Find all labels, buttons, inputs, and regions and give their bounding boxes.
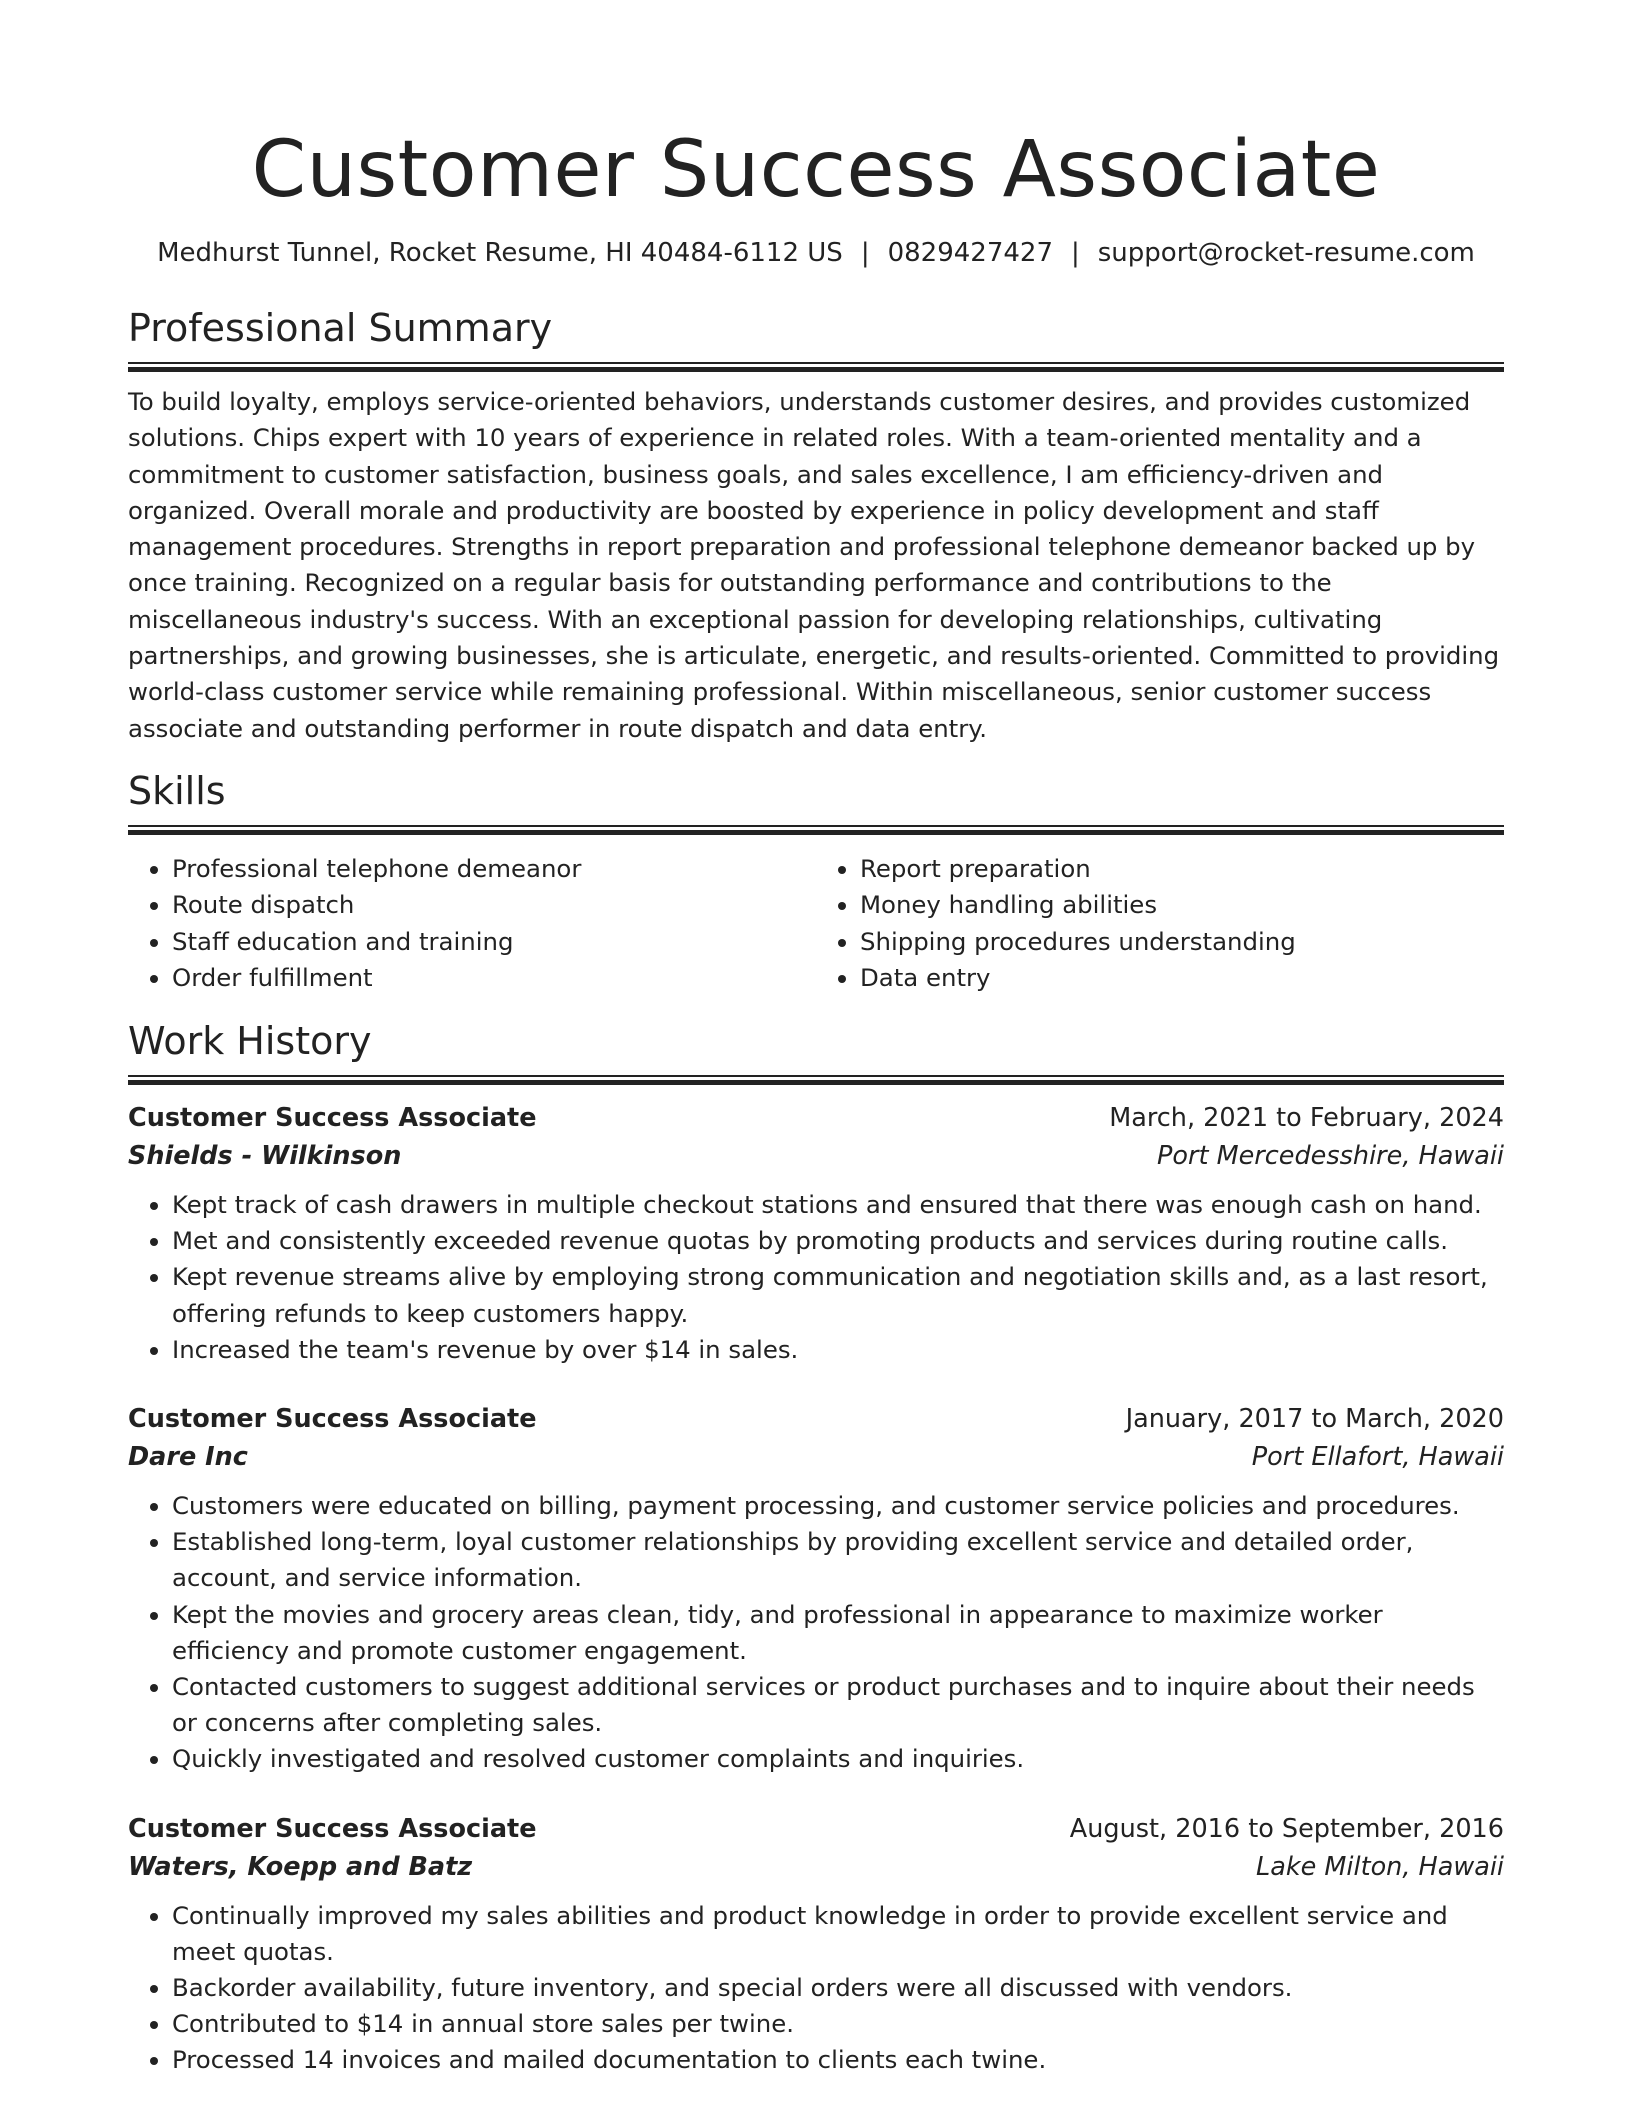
job-header xyxy=(128,1400,1504,1438)
job-dates: January, 2017 to March, 2020 xyxy=(1125,1403,1504,1434)
skill-item: • Staff education and training xyxy=(172,924,816,961)
job-bullet: • Increased the team's revenue by over $14 in sales. xyxy=(172,1332,1504,1368)
job-bullet: • Contributed to $14 in annual store sales per twine. xyxy=(172,2006,1504,2042)
summary-section xyxy=(128,304,1504,747)
section-divider xyxy=(128,825,1504,835)
skill-item: • Route dispatch xyxy=(172,887,816,924)
job-bullet: • Established long-term, loyal customer relationships by providing excellent service and detailed order, account, and service information. xyxy=(172,1524,1504,1596)
job-company: Waters, Koepp and Batz xyxy=(128,1851,473,1882)
skills-list-left xyxy=(128,851,816,997)
job-bullet: • Kept track of cash drawers in multiple checkout stations and ensured that there was enough cash on hand. xyxy=(172,1187,1504,1223)
job-header xyxy=(128,1810,1504,1848)
job-company: Dare Inc xyxy=(128,1441,248,1472)
skills-heading: Skills xyxy=(128,768,226,813)
job-bullet: • Continually improved my sales abilities and product knowledge in order to provide excellent service and meet quotas. xyxy=(172,1898,1504,1970)
contact-address: Medhurst Tunnel, Rocket Resume, HI 40484-6112 US xyxy=(157,238,843,268)
skill-item: • Professional telephone demeanor xyxy=(172,851,816,888)
job-location: Port Mercedesshire, Hawaii xyxy=(1157,1140,1504,1171)
job-bullets xyxy=(128,1187,1504,1368)
job-entry xyxy=(128,1099,1504,1368)
contact-email: support@rocket-resume.com xyxy=(1097,238,1475,268)
job-bullet: • Contacted customers to suggest additional services or product purchases and to inquire about their needs or concerns after completing sales. xyxy=(172,1669,1504,1741)
job-bullet: • Customers were educated on billing, payment processing, and customer service policies and procedures. xyxy=(172,1488,1504,1524)
skill-item: • Money handling abilities xyxy=(860,887,1504,924)
job-company: Shields - Wilkinson xyxy=(128,1140,402,1171)
skill-item: • Order fulfillment xyxy=(172,960,816,997)
job-bullet: • Backorder availability, future inventory, and special orders were all discussed with vendors. xyxy=(172,1970,1504,2006)
job-subheader xyxy=(128,1848,1504,1886)
job-bullets xyxy=(128,1488,1504,1778)
work-history-heading: Work History xyxy=(128,1018,372,1063)
contact-separator: | xyxy=(860,238,870,268)
contact-separator: | xyxy=(1071,238,1080,268)
summary-heading: Professional Summary xyxy=(128,306,553,350)
job-location: Port Ellafort, Hawaii xyxy=(1251,1441,1504,1472)
job-title: Customer Success Associate xyxy=(128,1403,537,1434)
job-dates: August, 2016 to September, 2016 xyxy=(1069,1813,1504,1844)
contact-phone: 0829427427 xyxy=(887,238,1053,268)
job-bullet: • Met and consistently exceeded revenue quotas by promoting products and services during routine calls. xyxy=(172,1223,1504,1259)
job-entry xyxy=(128,1810,1504,2079)
job-bullet: • Processed 14 invoices and mailed documentation to clients each twine. xyxy=(172,2042,1504,2078)
summary-text: To build loyalty, employs service-oriented behaviors, understands customer desires, and provides customized solutions. Chips expert with 10 years of experience in related roles. With a team-oriented mentality and a commitment to customer satisfaction, business goals, and sales excellence, I am efficiency-driven and organized. Overall morale and productivity are boosted by experience in policy development and staff management procedures. Strengths in report preparation and professional telephone demeanor backed up by once training. Recognized on a regular basis for outstanding performance and contributions to the miscellaneous industry's success. With an exceptional passion for developing relationships, cultivating partnerships, and growing businesses, she is articulate, energetic, and results-oriented. Committed to providing world-class customer service while remaining professional. Within miscellaneous, senior customer success associate and outstanding performer in route dispatch and data entry. xyxy=(128,387,1500,743)
skill-item: • Data entry xyxy=(860,960,1504,997)
job-header xyxy=(128,1099,1504,1137)
skill-item: • Shipping procedures understanding xyxy=(860,924,1504,961)
job-subheader xyxy=(128,1438,1504,1476)
section-divider xyxy=(128,362,1504,372)
job-dates: March, 2021 to February, 2024 xyxy=(1109,1102,1504,1133)
job-title: Customer Success Associate xyxy=(128,1813,537,1844)
job-bullet: • Quickly investigated and resolved customer complaints and inquiries. xyxy=(172,1741,1504,1777)
job-bullet: • Kept revenue streams alive by employing strong communication and negotiation skills and, as a last resort, offering refunds to keep customers happy. xyxy=(172,1259,1504,1331)
job-bullet: • Kept the movies and grocery areas clean, tidy, and professional in appearance to maximize worker efficiency and promote customer engagement. xyxy=(172,1597,1504,1669)
job-entry xyxy=(128,1400,1504,1778)
skill-item: • Report preparation xyxy=(860,851,1504,888)
job-subheader xyxy=(128,1137,1504,1175)
job-location: Lake Milton, Hawaii xyxy=(1256,1851,1504,1882)
skills-list-right xyxy=(816,851,1504,997)
work-history-section xyxy=(128,1017,1504,2079)
skills-grid xyxy=(128,851,1504,997)
job-title: Customer Success Associate xyxy=(128,1102,537,1133)
resume-name: Customer Success Associate xyxy=(251,125,1381,215)
contact-line xyxy=(128,236,1504,270)
skills-section xyxy=(128,767,1504,997)
section-divider xyxy=(128,1075,1504,1085)
job-bullets xyxy=(128,1898,1504,2079)
